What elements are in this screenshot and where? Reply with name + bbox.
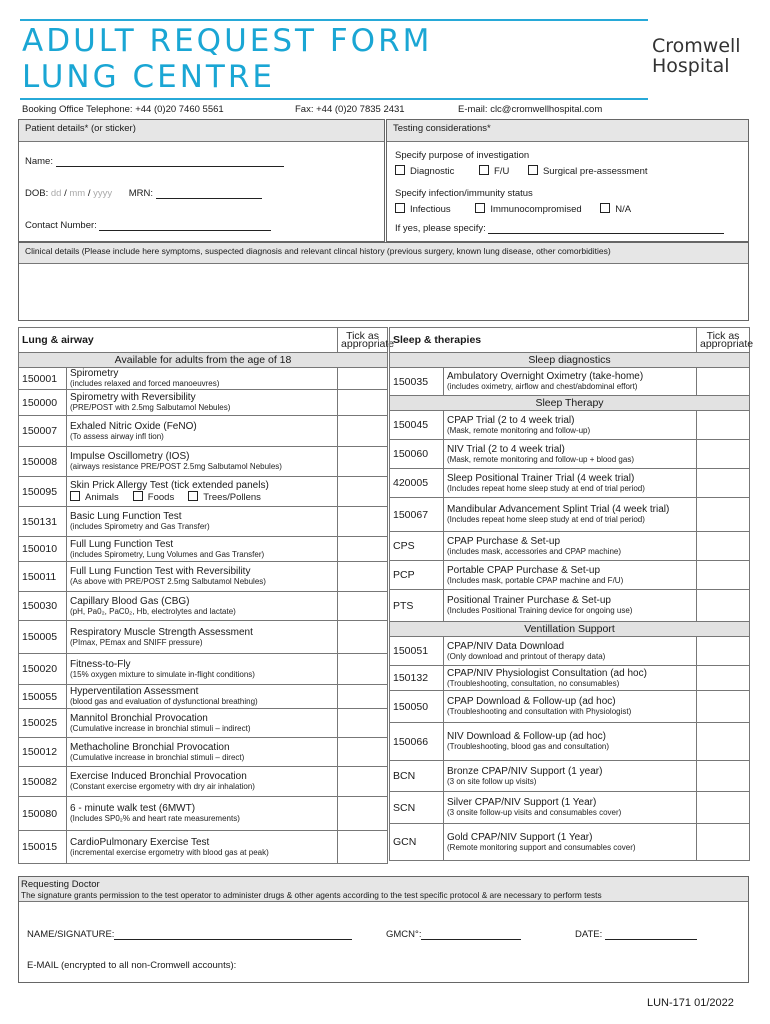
tick-box[interactable] (697, 691, 750, 723)
tick-box[interactable] (697, 469, 750, 498)
test-name: Portable CPAP Purchase & Set-up (447, 564, 601, 576)
test-name: Spirometry (70, 368, 119, 379)
test-detail: (includes mask, accessories and CPAP machine) (447, 546, 621, 556)
date-row (575, 929, 697, 940)
lung-test-row (19, 368, 388, 390)
test-code: 150025 (19, 709, 67, 738)
checkbox-icon[interactable] (475, 203, 485, 213)
sleep-therapies-heading: Sleep & therapies (390, 328, 697, 353)
test-description-cell (67, 797, 338, 831)
test-description-cell (67, 709, 338, 738)
test-name: Basic Lung Function Test (70, 511, 182, 522)
form-title-line2: LUNG CENTRE (22, 59, 275, 95)
test-description-cell (444, 469, 697, 498)
test-detail: (PImax, PEmax and SNIFF pressure) (70, 637, 203, 647)
sleep-therapies-table (389, 327, 754, 861)
test-code: 150045 (390, 411, 444, 440)
test-code: 150131 (19, 507, 67, 537)
clinical-label: Clinical details (25, 246, 80, 256)
lung-test-row (19, 709, 388, 738)
test-name: CardioPulmonary Exercise Test (70, 836, 210, 848)
test-detail: (3 onsite follow-up visits and consumables cover) (447, 808, 622, 817)
test-name: NIV Trial (2 to 4 week trial) (447, 443, 565, 455)
logo-line2: Hospital (652, 55, 730, 77)
contact-number-label: Contact Number: (25, 220, 97, 231)
if-yes-field[interactable] (488, 223, 724, 234)
test-code: 150007 (19, 416, 67, 447)
lung-test-row (19, 477, 388, 507)
test-detail: (Includes SP0₂% and heart rate measurements) (70, 814, 240, 823)
test-name: CPAP Purchase & Set-up (447, 535, 561, 547)
test-code: PTS (390, 590, 444, 622)
doctor-email-label: E-MAIL (encrypted to all non-Cromwell accounts): (27, 960, 237, 971)
checkbox-icon[interactable] (395, 203, 405, 213)
infection-infectious[interactable]: Infectious (395, 204, 451, 215)
test-description-cell (444, 498, 697, 532)
patient-details-box (18, 119, 385, 242)
header-top-rule (20, 19, 648, 21)
test-detail: (Remote monitoring support and consumables cover) (447, 842, 636, 852)
dob-month-field[interactable]: mm (69, 188, 86, 199)
test-description-cell (67, 507, 338, 537)
test-detail: (3 on site follow up visits) (447, 776, 537, 786)
lung-availability-note: Available for adults from the age of 18 (19, 353, 388, 368)
vent-test-row (390, 666, 750, 691)
lung-test-row (19, 797, 388, 831)
date-field[interactable] (605, 929, 697, 940)
patient-details-heading: Patient details* (or sticker) (19, 120, 384, 142)
form-reference-code: LUN-171 01/2022 (647, 997, 734, 1009)
sleep-therapy-test-row (390, 590, 750, 622)
tick-box[interactable] (338, 390, 388, 416)
test-detail: (blood gas and evaluation of dysfunctional breathing) (70, 697, 258, 706)
mrn-label: MRN: (128, 188, 154, 199)
vent-test-row (390, 723, 750, 761)
test-description-cell (67, 477, 338, 507)
test-description-cell (444, 368, 697, 396)
test-detail: (As above with PRE/POST 2.5mg Salbutamol Nebules) (70, 577, 266, 586)
tick-box[interactable] (338, 797, 388, 831)
tick-box[interactable] (338, 592, 388, 621)
testing-considerations-heading: Testing considerations* (387, 120, 748, 142)
test-description-cell (444, 590, 697, 622)
test-detail: (Includes mask, portable CPAP machine and F/U) (447, 575, 624, 585)
tick-box[interactable] (338, 507, 388, 537)
test-description-cell (444, 691, 697, 723)
vent-test-row (390, 637, 750, 666)
test-code: 150000 (19, 390, 67, 416)
test-code: 150001 (19, 368, 67, 390)
test-description-cell (67, 738, 338, 767)
dob-label: DOB: (25, 188, 49, 199)
sleep-therapy-test-row (390, 532, 750, 561)
sleep-therapy-test-row (390, 561, 750, 590)
test-code: BCN (390, 761, 444, 792)
hospital-logo (652, 36, 741, 76)
tick-box[interactable] (338, 368, 388, 390)
purpose-fu[interactable]: F/U (479, 166, 509, 177)
signature-permission-note: The signature grants permission to the test operator to administer drugs & other agents according to the test specific protocol & are necessary to perform tests (21, 890, 602, 900)
test-code: GCN (390, 824, 444, 861)
lung-test-row (19, 738, 388, 767)
tick-box[interactable] (697, 411, 750, 440)
test-code: CPS (390, 532, 444, 561)
tick-box[interactable] (697, 590, 750, 622)
lung-airway-heading: Lung & airway (19, 328, 338, 353)
infection-label: Specify infection/immunity status (395, 188, 533, 199)
gmc-label: GMCN°: (386, 929, 422, 940)
test-name: Exercise Induced Bronchial Provocation (70, 771, 247, 782)
test-name: Hyperventilation Assessment (70, 686, 199, 697)
infection-na[interactable]: N/A (600, 204, 631, 215)
test-detail: (airways resistance PRE/POST 2.5mg Salbutamol Nebules) (70, 462, 282, 471)
test-name: Fitness-to-Fly (70, 658, 131, 670)
test-code: PCP (390, 561, 444, 590)
test-name: NIV Download & Follow-up (ad hoc) (447, 731, 606, 742)
test-name: Positional Trainer Purchase & Set-up (447, 595, 611, 606)
test-description-cell (67, 416, 338, 447)
test-name: Spirometry with Reversibility (70, 392, 196, 403)
name-label: Name: (25, 156, 53, 167)
name-field[interactable] (56, 156, 284, 167)
test-description-cell (444, 440, 697, 469)
lung-test-row (19, 537, 388, 562)
logo-line1: Cromwell (652, 35, 741, 57)
lung-test-row (19, 507, 388, 537)
test-name: CPAP Download & Follow-up (ad hoc) (447, 696, 616, 707)
purpose-diagnostic[interactable]: Diagnostic (395, 166, 454, 177)
sleep-therapy-heading: Sleep Therapy (390, 396, 750, 411)
vent-test-row (390, 792, 750, 824)
tick-box[interactable] (697, 723, 750, 761)
test-code: 150095 (19, 477, 67, 507)
test-detail: (Troubleshooting and consultation with Physiologist) (447, 707, 632, 716)
tick-box[interactable] (697, 532, 750, 561)
test-description-cell (444, 792, 697, 824)
tick-box[interactable] (697, 440, 750, 469)
allergy-option-foods[interactable]: Foods (133, 492, 174, 503)
test-detail: (Includes repeat home sleep study at end of trial period) (447, 515, 645, 524)
test-description-cell (67, 447, 338, 477)
clinical-details-box[interactable] (18, 242, 749, 321)
test-code: 150012 (19, 738, 67, 767)
test-description-cell (67, 654, 338, 685)
tick-box[interactable] (338, 685, 388, 709)
test-name: Bronze CPAP/NIV Support (1 year) (447, 765, 603, 777)
if-yes-row (395, 223, 724, 234)
test-name: Respiratory Muscle Strength Assessment (70, 626, 253, 638)
test-name: Methacholine Bronchial Provocation (70, 741, 230, 753)
checkbox-icon[interactable] (70, 491, 80, 501)
test-code: 150080 (19, 797, 67, 831)
infection-options (395, 203, 631, 215)
test-code: 150005 (19, 621, 67, 654)
test-code: 150060 (390, 440, 444, 469)
test-code: 150035 (390, 368, 444, 396)
tick-box[interactable] (338, 447, 388, 477)
test-name: CPAP/NIV Physiologist Consultation (ad hoc) (447, 667, 647, 679)
test-name: Mandibular Advancement Splint Trial (4 week trial) (447, 504, 670, 515)
test-detail: (Constant exercise ergometry with dry air inhalation) (70, 782, 255, 791)
sleep-therapy-test-row (390, 440, 750, 469)
test-name: Mannitol Bronchial Provocation (70, 712, 208, 724)
fax-number: Fax: +44 (0)20 7835 2431 (295, 104, 405, 115)
test-description-cell (67, 368, 338, 390)
purpose-options (395, 165, 648, 177)
test-detail: (Only download and printout of therapy data) (447, 651, 606, 661)
tick-box[interactable] (338, 416, 388, 447)
lung-airway-table (18, 327, 395, 864)
allergy-option-trees-pollens[interactable]: Trees/Pollens (188, 492, 261, 503)
test-description-cell (444, 411, 697, 440)
sleep-therapy-test-row (390, 469, 750, 498)
tick-box[interactable] (697, 368, 750, 396)
sleep-diag-test-row (390, 368, 750, 396)
test-description-cell (444, 666, 697, 691)
tick-box[interactable] (338, 621, 388, 654)
allergy-option-animals[interactable]: Animals (70, 492, 119, 503)
contact-number-field[interactable] (99, 220, 271, 231)
checkbox-icon[interactable] (479, 165, 489, 175)
test-name: Silver CPAP/NIV Support (1 Year) (447, 797, 597, 808)
lung-test-row (19, 767, 388, 797)
requesting-doctor-box (18, 876, 749, 983)
test-detail: (Troubleshooting, blood gas and consultation) (447, 742, 610, 751)
contact-number-row (25, 220, 271, 231)
test-detail: (Cumulative increase in bronchial stimuli – indirect) (70, 723, 251, 733)
test-code: 150050 (390, 691, 444, 723)
purpose-surgical[interactable]: Surgical pre-assessment (528, 166, 648, 177)
requesting-doctor-header (19, 877, 748, 902)
test-name: CPAP/NIV Data Download (447, 640, 565, 652)
allergy-panel-options (70, 491, 334, 503)
dob-row: DOB: dd / mm / yyyy MRN: (25, 188, 262, 199)
test-code: 150030 (19, 592, 67, 621)
test-detail: (Mask, remote monitoring and follow-up + blood gas) (447, 454, 634, 464)
test-detail: (Troubleshooting, consultation, no consumables) (447, 678, 620, 688)
vent-test-row (390, 824, 750, 861)
form-title-line1: ADULT REQUEST FORM (22, 23, 433, 59)
test-detail: (includes Spirometry and Gas Transfer) (70, 522, 210, 531)
test-code: 150008 (19, 447, 67, 477)
lung-test-row (19, 416, 388, 447)
tick-box[interactable] (338, 709, 388, 738)
test-description-cell (444, 824, 697, 861)
gmc-row (386, 929, 521, 940)
test-code: 150010 (19, 537, 67, 562)
tick-box[interactable] (697, 666, 750, 691)
tick-box[interactable] (697, 824, 750, 861)
lung-test-row (19, 592, 388, 621)
test-name: Gold CPAP/NIV Support (1 Year) (447, 831, 593, 843)
vent-test-row (390, 691, 750, 723)
lung-tick-header: Tick as appropriate (338, 328, 388, 353)
gmc-field[interactable] (421, 929, 521, 940)
test-code: 150082 (19, 767, 67, 797)
test-name: Full Lung Function Test with Reversibility (70, 566, 251, 577)
lung-test-row (19, 831, 388, 864)
test-code: 150011 (19, 562, 67, 592)
test-detail: (pH, Pa0₂, PaC0₂, Hb, electrolytes and lactate) (70, 606, 236, 616)
test-detail: (To assess airway infl tion) (70, 431, 164, 441)
test-description-cell (67, 621, 338, 654)
lung-test-row (19, 685, 388, 709)
ventilation-support-heading: Ventillation Support (390, 622, 750, 637)
clinical-details-heading (19, 243, 748, 264)
if-yes-label: If yes, please specify: (395, 223, 486, 234)
checkbox-icon[interactable] (395, 165, 405, 175)
doctor-name-row (27, 929, 352, 940)
test-code: 150067 (390, 498, 444, 532)
test-detail: (Mask, remote monitoring and follow-up) (447, 425, 591, 435)
lung-test-row (19, 447, 388, 477)
date-label: DATE: (575, 929, 603, 940)
test-code: 150051 (390, 637, 444, 666)
test-name: Capillary Blood Gas (CBG) (70, 595, 190, 607)
test-code: 150020 (19, 654, 67, 685)
tick-box[interactable] (697, 761, 750, 792)
test-detail: (Cumulative increase in bronchial stimuli – direct) (70, 752, 245, 762)
tick-box[interactable] (338, 738, 388, 767)
dob-year-field[interactable]: yyyy (93, 188, 113, 199)
test-description-cell (444, 532, 697, 561)
testing-considerations-box (386, 119, 749, 242)
requesting-doctor-heading: Requesting Doctor (21, 879, 100, 890)
vent-test-row (390, 761, 750, 792)
checkbox-icon[interactable] (188, 491, 198, 501)
purpose-label: Specify purpose of investigation (395, 150, 530, 161)
name-signature-field[interactable] (114, 929, 352, 940)
sleep-tick-header: Tick as appropriate (697, 328, 750, 353)
test-name: Impulse Oscillometry (IOS) (70, 451, 190, 462)
sleep-diagnostics-heading: Sleep diagnostics (390, 353, 750, 368)
test-name: Ambulatory Overnight Oximetry (take-home) (447, 371, 644, 382)
contact-email[interactable]: E-mail: clc@cromwellhospital.com (458, 104, 603, 115)
checkbox-icon[interactable] (133, 491, 143, 501)
tick-box[interactable] (338, 537, 388, 562)
tick-box[interactable] (338, 767, 388, 797)
test-description-cell (444, 723, 697, 761)
test-name: Skin Prick Allergy Test (tick extended panels) (70, 480, 269, 491)
test-description-cell (67, 562, 338, 592)
lung-test-row (19, 621, 388, 654)
dob-day-field[interactable]: dd (50, 188, 62, 199)
test-detail: (includes relaxed and forced manoeuvres) (70, 379, 220, 388)
test-code: 150015 (19, 831, 67, 864)
test-code: 150132 (390, 666, 444, 691)
test-description-cell (67, 831, 338, 864)
tick-box[interactable] (697, 498, 750, 532)
test-description-cell (444, 761, 697, 792)
test-detail: (Includes repeat home sleep study at end of trial period) (447, 483, 645, 493)
test-detail: (PRE/POST with 2.5mg Salbutamol Nebules) (70, 403, 231, 412)
test-description-cell (444, 637, 697, 666)
test-name: Sleep Positional Trainer Trial (4 week trial) (447, 472, 635, 484)
lung-test-row (19, 390, 388, 416)
test-name: Full Lung Function Test (70, 538, 174, 550)
test-code: 420005 (390, 469, 444, 498)
test-description-cell (67, 537, 338, 562)
test-detail: (includes oximetry, airflow and chest/abdominal effort) (447, 382, 638, 391)
sleep-therapy-test-row (390, 411, 750, 440)
booking-phone: Booking Office Telephone: +44 (0)20 7460 5561 (22, 104, 224, 115)
test-detail: (incremental exercise ergometry with blood gas at peak) (70, 847, 269, 857)
tick-box[interactable] (697, 561, 750, 590)
tick-box[interactable] (338, 654, 388, 685)
test-detail: (includes Spirometry, Lung Volumes and Gas Transfer) (70, 549, 265, 559)
test-description-cell (444, 561, 697, 590)
sleep-therapy-test-row (390, 498, 750, 532)
test-description-cell (67, 390, 338, 416)
checkbox-icon[interactable] (528, 165, 538, 175)
tick-box[interactable] (338, 831, 388, 864)
lung-test-row (19, 562, 388, 592)
test-code: 150066 (390, 723, 444, 761)
test-description-cell (67, 685, 338, 709)
patient-name-row (25, 156, 284, 167)
test-name: Exhaled Nitric Oxide (FeNO) (70, 420, 197, 432)
test-description-cell (67, 592, 338, 621)
test-name: CPAP Trial (2 to 4 week trial) (447, 414, 575, 426)
checkbox-icon[interactable] (600, 203, 610, 213)
test-code: 150055 (19, 685, 67, 709)
lung-test-row (19, 654, 388, 685)
tick-box[interactable] (338, 477, 388, 507)
mrn-field[interactable] (156, 188, 262, 199)
clinical-instructions: (Please include here symptoms, suspected diagnosis and relevant clincal history (previous surgery, known lung disease, other comorbidities) (81, 246, 611, 256)
header-bottom-rule (20, 98, 648, 100)
tick-box[interactable] (697, 637, 750, 666)
test-description-cell (67, 767, 338, 797)
test-detail: (Includes Positional Training device for ongoing use) (447, 606, 633, 615)
test-code: SCN (390, 792, 444, 824)
test-detail: (15% oxygen mixture to simulate in-flight conditions) (70, 669, 255, 679)
name-signature-label: NAME/SIGNATURE: (27, 929, 115, 940)
tick-box[interactable] (338, 562, 388, 592)
infection-immuno[interactable]: Immunocompromised (475, 204, 581, 215)
test-name: 6 - minute walk test (6MWT) (70, 803, 196, 814)
tick-box[interactable] (697, 792, 750, 824)
